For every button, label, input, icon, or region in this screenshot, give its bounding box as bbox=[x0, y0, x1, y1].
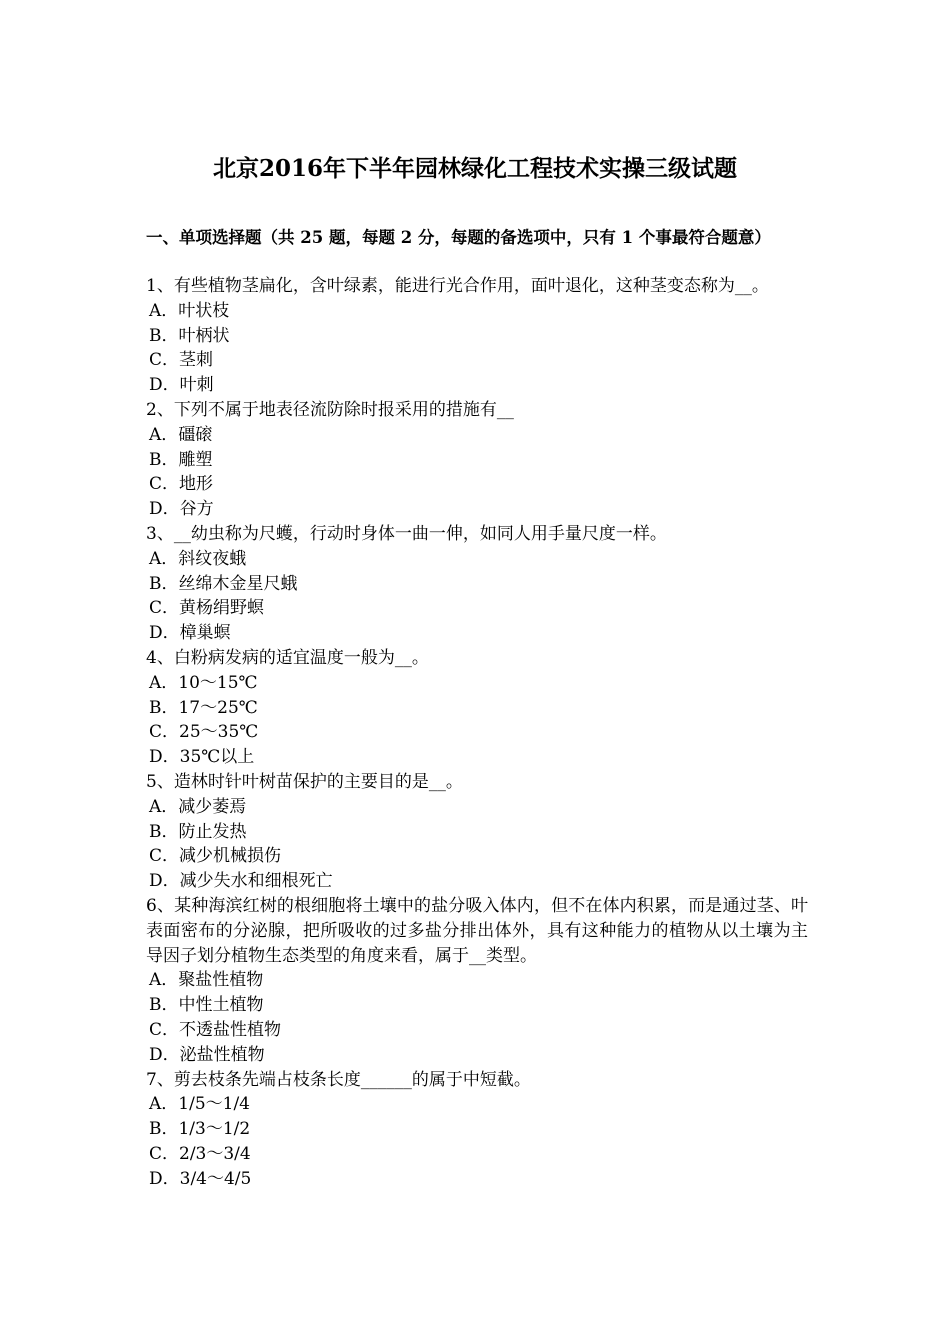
question-5 bbox=[146, 770, 808, 894]
option-a: A．聚盐性植物 bbox=[149, 970, 264, 991]
option-d: D．谷方 bbox=[149, 499, 214, 520]
option-d: D．泌盐性植物 bbox=[149, 1044, 265, 1065]
option-list bbox=[146, 299, 808, 398]
question-stem: 7、剪去枝条先端占枝条长度______的属于中短截。 bbox=[146, 1069, 531, 1090]
question-stem: 2、下列不属于地表径流防除时报采用的措施有__ bbox=[146, 399, 514, 420]
option-b: B．防止发热 bbox=[149, 821, 247, 842]
option-d: D．减少失水和细根死亡 bbox=[149, 871, 333, 892]
option-list bbox=[146, 547, 808, 646]
option-d: D．叶刺 bbox=[149, 375, 214, 396]
question-7 bbox=[146, 1068, 808, 1192]
section-heading: 一、单项选择题（共 25 题，每题 2 分，每题的备选项中，只有 1 个事最符合题意） bbox=[146, 228, 771, 247]
option-c: C．2/3～3/4 bbox=[149, 1143, 251, 1164]
option-a: A．礓磙 bbox=[149, 424, 213, 445]
option-a: A．10～15℃ bbox=[149, 672, 258, 693]
document-title: 北京2016年下半年园林绿化工程技术实操三级试题 bbox=[212, 155, 737, 182]
question-2 bbox=[146, 398, 808, 522]
question-4 bbox=[146, 646, 808, 770]
option-a: A．1/5～1/4 bbox=[149, 1094, 250, 1115]
option-d: D．3/4～4/5 bbox=[149, 1168, 252, 1189]
option-a: A．减少萎焉 bbox=[149, 796, 247, 817]
question-list bbox=[146, 274, 808, 1191]
option-list bbox=[146, 968, 808, 1067]
option-list bbox=[146, 423, 808, 522]
option-c: C．25～35℃ bbox=[149, 722, 259, 743]
option-c: C．黄杨绢野螟 bbox=[149, 598, 265, 619]
option-b: B．中性土植物 bbox=[149, 995, 264, 1016]
question-stem: 4、白粉病发病的适宜温度一般为__。 bbox=[146, 647, 429, 668]
option-b: B．17～25℃ bbox=[149, 697, 258, 718]
question-1 bbox=[146, 274, 808, 398]
option-a: A．斜纹夜蛾 bbox=[149, 548, 247, 569]
option-list bbox=[146, 1092, 808, 1191]
option-b: B．雕塑 bbox=[149, 449, 213, 470]
question-3 bbox=[146, 522, 808, 646]
option-list bbox=[146, 795, 808, 894]
question-6 bbox=[146, 894, 808, 1068]
option-b: B．1/3～1/2 bbox=[149, 1119, 251, 1140]
option-a: A．叶状枝 bbox=[149, 300, 230, 321]
question-stem: 1、有些植物茎扁化，含叶绿素，能进行光合作用，面叶退化，这种茎变态称为__。 bbox=[146, 276, 769, 296]
option-b: B．丝绵木金星尺蛾 bbox=[149, 573, 298, 594]
question-stem: 5、造林时针叶树苗保护的主要目的是__。 bbox=[146, 771, 463, 792]
option-d: D．樟巢螟 bbox=[149, 623, 231, 644]
option-c: C．茎刺 bbox=[149, 350, 214, 371]
option-c: C．不透盐性植物 bbox=[149, 1019, 282, 1040]
option-d: D．35℃以上 bbox=[149, 747, 255, 768]
option-list bbox=[146, 671, 808, 770]
question-stem: 6、某种海滨红树的根细胞将土壤中的盐分吸入体内，但不在体内积累，而是通过茎、叶表面密布的分泌腺，把所吸收的过多盐分排出体外，具有这种能力的植物从以土壤为主导因子划分植物生态类型的角度来看，属于__类型。 bbox=[146, 895, 808, 966]
option-c: C．减少机械损伤 bbox=[149, 846, 282, 867]
option-b: B．叶柄状 bbox=[149, 325, 230, 346]
option-c: C．地形 bbox=[149, 474, 214, 495]
question-stem: 3、__幼虫称为尺蠖，行动时身体一曲一伸，如同人用手量尺度一样。 bbox=[146, 523, 667, 544]
